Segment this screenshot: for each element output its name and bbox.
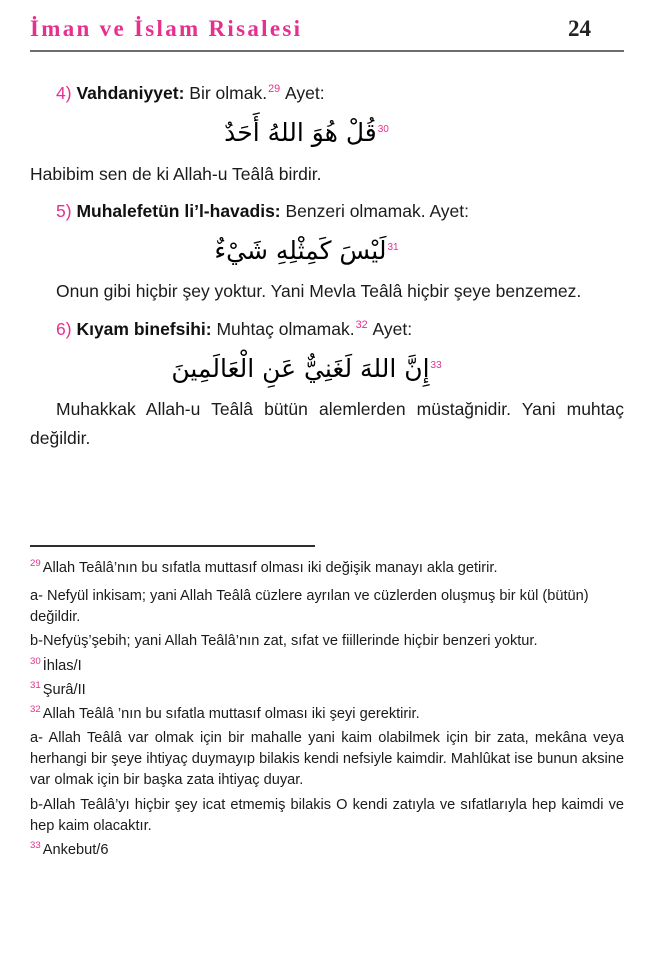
item-after-4: Ayet: <box>281 83 325 103</box>
footnote-text-30: İhlas/I <box>42 657 82 674</box>
translation-1: Habibim sen de ki Allah-u Teâlâ birdir. <box>30 163 322 184</box>
footnote-marker-31: 31 <box>30 679 41 691</box>
footnote-31 <box>30 680 624 701</box>
arabic-verse-3-text: إِنَّ اللهَ لَغَنِيٌّ عَنِ الْعَالَمِينَ <box>171 353 430 383</box>
item-after-6: Ayet: <box>368 318 413 339</box>
header-divider <box>30 50 624 52</box>
arabic-verse-1 <box>30 112 624 153</box>
page-title: İman ve İslam Risalesi <box>30 16 303 41</box>
footnote-29b <box>30 631 624 652</box>
body-content <box>30 70 624 458</box>
arabic-verse-2-text: لَيْسَ كَمِثْلِهِ شَيْءٌ <box>214 236 387 266</box>
item-number-6: 6) <box>56 318 72 339</box>
item-term-6: Kıyam binefsihi: <box>76 318 212 339</box>
footnote-text-29: Allah Teâlâ’nın bu sıfatla muttasıf olması iki değişik manayı akla getirir. <box>42 560 498 576</box>
item-gloss-4: Bir olmak. <box>184 83 268 103</box>
footnote-marker-30: 30 <box>30 655 41 667</box>
footnote-ref-32[interactable]: 32 <box>355 318 368 331</box>
list-item-5 <box>30 198 624 224</box>
footnote-text-31: Şurâ/II <box>42 681 86 698</box>
footnote-marker-33: 33 <box>30 840 41 852</box>
item-gloss-6: Muhtaç olmamak. <box>211 318 355 339</box>
translation-3: Muhakkak Allah-u Teâlâ bütün alemlerden müstağnidir. Yani muhtaç değildir. <box>30 399 624 448</box>
page-header <box>30 16 623 42</box>
arabic-verse-2 <box>30 230 624 271</box>
footnote-text-32b: b-Allah Teâlâ’yı hiçbir şey icat etmemiş bilakis O kendi zatıyla ve sıfatlarıyla hep kaimdi ve hep kaim olacaktır. <box>30 796 624 834</box>
footnote-ref-30[interactable]: 30 <box>377 123 389 135</box>
item-term-4: Vahdaniyyet: <box>76 83 185 103</box>
list-item-4 <box>30 80 624 106</box>
arabic-verse-3 <box>30 348 624 389</box>
footnotes-block <box>30 558 624 864</box>
page-number: 24 <box>568 16 591 41</box>
footnote-marker-32: 32 <box>30 704 41 716</box>
arabic-verse-1-text: قُلْ هُوَ اللهُ أَحَدٌ <box>224 118 377 148</box>
footnote-ref-33[interactable]: 33 <box>430 359 442 371</box>
footnote-text-32: Allah Teâlâ ’nın bu sıfatla muttasıf olması iki şeyi gerektirir. <box>42 705 420 722</box>
footnote-32a <box>30 728 624 791</box>
translation-2: Onun gibi hiçbir şey yoktur. Yani Mevla Teâlâ hiçbir şeye benzemez. <box>56 281 582 302</box>
footnote-29 <box>30 558 624 579</box>
footnote-text-33: Ankebut/6 <box>42 841 109 858</box>
footnote-29a <box>30 586 624 628</box>
footnote-text-32a: a- Allah Teâlâ var olmak için bir mahalle yani kaim olabilmek için bir zata, mekâna veya herhangi bir şeye ihtiyaç duymayıp bilakis kendi nefsiyle kaimdir. Mahlûkat ise bunun aksine var olmak için bir başka zata ihtiyaç duyar. <box>30 730 624 789</box>
footnote-ref-29[interactable]: 29 <box>268 83 281 96</box>
footnote-text-29b: b-Nefyüş’şebih; yani Allah Teâlâ’nın zat, sıfat ve fiillerinde hiçbir benzeri yoktur. <box>30 633 538 650</box>
list-item-6 <box>30 316 624 342</box>
item-gloss-5: Benzeri olmamak. Ayet: <box>280 200 470 221</box>
footnote-32 <box>30 704 624 725</box>
footnote-marker-29: 29 <box>30 558 41 570</box>
item-term-5: Muhalefetün li’l-havadis: <box>76 200 281 221</box>
item-number-5: 5) <box>56 200 72 221</box>
footnote-33 <box>30 840 624 861</box>
footnote-text-29a: a- Nefyül inkisam; yani Allah Teâlâ cüzlere ayrılan ve cüzlerden oluşmuş bir kül (bütün) değildir. <box>30 588 589 626</box>
footnote-ref-31[interactable]: 31 <box>387 241 399 253</box>
footnote-divider <box>30 545 315 547</box>
footnote-32b <box>30 795 624 837</box>
item-number-4: 4) <box>56 83 72 103</box>
footnote-30 <box>30 656 624 677</box>
